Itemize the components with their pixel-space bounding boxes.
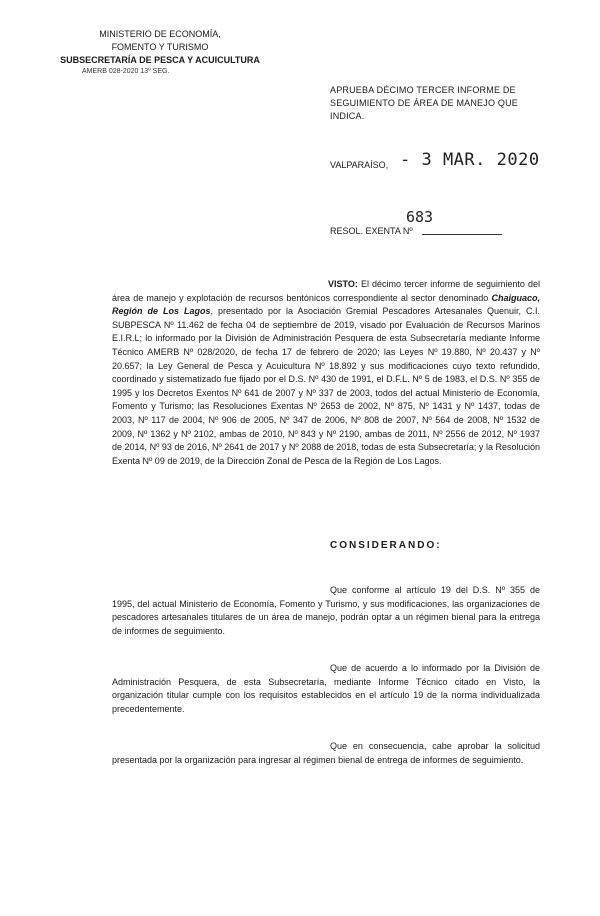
- undersecretariat-name: SUBSECRETARÍA DE PESCA Y ACUICULTURA: [60, 55, 260, 65]
- signature-line: [422, 234, 502, 235]
- considerando-2-text: Que de acuerdo a lo informado por la División de Administración Pesquera, de esta Subsecretaría, mediante Informe Técnico citado en Visto, la organización titular cumple con los requisitos establecidos en el artículo 19 de la norma individualizada precedentemente.: [112, 663, 540, 714]
- subject-line-2: SEGUIMIENTO DE ÁREA DE MANEJO QUE INDICA.: [330, 98, 518, 121]
- considerando-1-text: Que conforme al artículo 19 del D.S. Nº 355 de 1995, del actual Ministerio de Economía, Fomento y Turismo, y sus modificaciones, las organizaciones de pescadores artesanales titulares de un área de manejo, podrán optar a un régimen bienal para la entrega de informes de seguimiento.: [112, 585, 540, 636]
- resolution-subject: [330, 84, 550, 123]
- considerando-2: [112, 662, 540, 716]
- ministry-name-2: FOMENTO Y TURISMO: [111, 42, 209, 52]
- visto-label: VISTO:: [328, 279, 358, 289]
- subject-line-1: APRUEBA DÉCIMO TERCER INFORME DE: [330, 85, 516, 95]
- resolution-label: RESOL. EXENTA Nº: [330, 226, 413, 236]
- visto-text-a: El décimo tercer informe de seguimiento del área de manejo y explotación de recursos bentónicos correspondiente al sector denominado: [112, 279, 540, 303]
- reference-code: AMERB 028-2020 13º SEG.: [82, 68, 170, 75]
- place: VALPARAÍSO,: [330, 160, 389, 170]
- considerando-heading: CONSIDERANDO:: [330, 540, 442, 551]
- sector-name: Chaiguaco, Región de Los Lagos: [112, 292, 540, 317]
- visto-text-b: , presentado por la Asociación Gremial Pescadores Artesanales Quenuir, C.I. SUBPESCA Nº 11.462 de fecha 04 de septiembre de 2019, visado por Evaluación de Recursos Marinos E.I.R.L; lo informado por la División de Administración Pesquera de esta Subsecretaría mediante Informe Técnico AMERB Nº 028/2020, de fecha 17 de febrero de 2020; las Leyes Nº 19.880, Nº 20.437 y Nº 20.657; la Ley General de Pesca y Acuicultura Nº 18.892 y sus modificaciones cuyo texto refundido, coordinado y sistematizado fue fijado por el D.S. Nº 430 de 1991, el D.F.L. Nº 5 de 1983, el D.S. Nº 355 de 1995 y los Decretos Exentos Nº 641 de 2007 y Nº 337 de 2003, todos del actual Ministerio de Economía, Fomento y Turismo; las Resoluciones Exentas Nº 2653 de 2002, Nº 875, Nº 1431 y Nº 1437, todas de 2003, Nº 117 de 2004, Nº 906 de 2005, Nº 347 de 2006, Nº 808 de 2007, Nº 564 de 2008, Nº 1532 de 2009, Nº 1362 y Nº 2102, ambas de 2010, Nº 843 y Nº 2190, ambas de 2011, Nº 2556 de 2012, Nº 1937 de 2014, Nº 93 de 2016, Nº 2641 de 2017 y Nº 2088 de 2018, todas de esta Subsecretaría; y la Resolución Exenta Nº 09 de 2019, de la Dirección Zonal de Pesca de la Región de Los Lagos.: [112, 306, 540, 466]
- considerando-3: [112, 740, 540, 767]
- visto-paragraph: [112, 278, 540, 468]
- place-and-date: [330, 150, 580, 174]
- ministry-name: MINISTERIO DE ECONOMÍA,: [99, 29, 221, 39]
- considerando-3-text: Que en consecuencia, cabe aprobar la solicitud presentada por la organización para ingresar al régimen bienal de entrega de informes de seguimiento.: [112, 741, 540, 765]
- resolution-number-block: [330, 208, 580, 238]
- letterhead: [60, 28, 260, 77]
- stamped-date: - 3 MAR. 2020: [400, 150, 540, 170]
- considerando-1: [112, 584, 540, 638]
- resolution-number: 683: [406, 208, 434, 226]
